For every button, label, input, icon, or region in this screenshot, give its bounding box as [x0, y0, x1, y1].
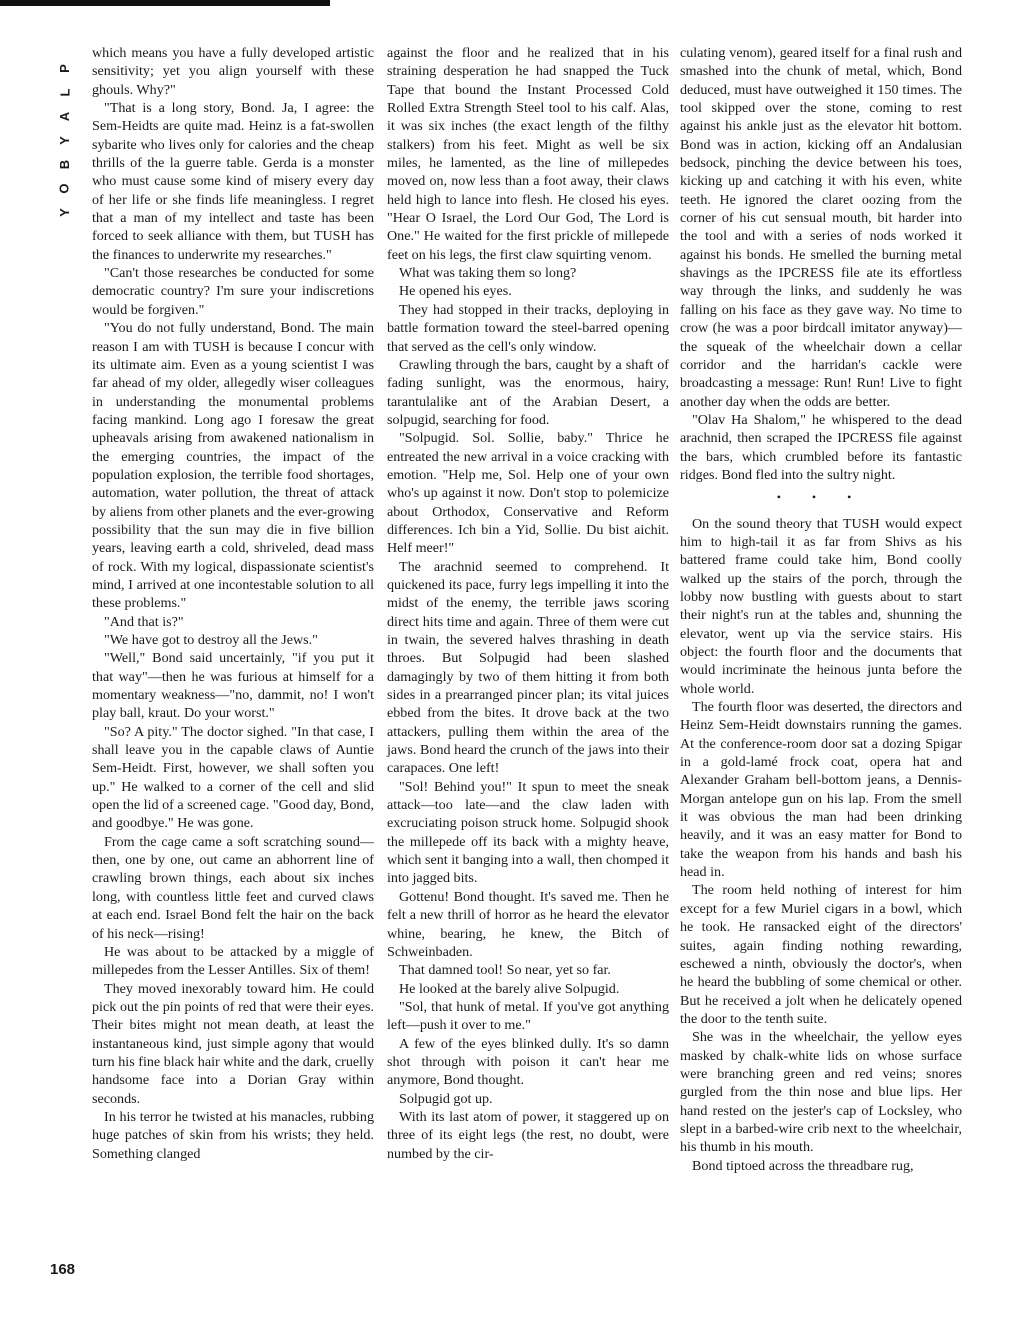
paragraph: Solpugid got up. [399, 1090, 493, 1107]
paragraph: He looked at the barely alive Solpugid. [399, 980, 620, 997]
section-separator: • • • [776, 490, 866, 505]
paragraph: They had stopped in their tracks, deploying in battle formation toward the steel-barred opening that served as the cell's only window. [387, 301, 669, 355]
paragraph: Crawling through the bars, caught by a shaft of fading sunlight, was the enormous, hairy, tarantulalike ant of the Arabian Desert, a solpugid, searching for food. [387, 356, 669, 428]
paragraph: which means you have a fully developed artistic sensitivity; yet you align yourself with these ghouls. Why?" [92, 45, 374, 98]
paragraph: "So? A pity." The doctor sighed. "In that case, I shall leave you in the capable claws of Auntie Sem-Heidt. First, however, we shall soften you up." He walked to a corner of the cell and slid open the lid of a screened cage. "Good day, Bond, and goodbye." He was gone. [92, 723, 374, 832]
magazine-letter: B [56, 158, 72, 170]
paragraph: On the sound theory that TUSH would expect him to high-tail it as far from Shivs as his battered frame could take him, Bond coolly walked up the stairs of the porch, through the lobby now bustling with guests about to start their night's run at the tables and, shunning the elevator, went up via the service stairs. His object: the fourth floor and the documents that would incriminate the heinous junta before the whole world. [680, 515, 962, 697]
paragraph: He opened his eyes. [399, 283, 512, 300]
magazine-letter: P [56, 63, 72, 73]
paragraph: A few of the eyes blinked dully. It's so damn shot through with poison it can't hear me anymore, Bond thought. [387, 1035, 669, 1089]
paragraph: They moved inexorably toward him. He could pick out the pin points of red that were their eyes. Their bites might not mean death, at least the instantaneous kind, just simple agony that would turn his fine black hair white and the dark, cruelly handsome face into a Dorian Gray within seconds. [92, 980, 374, 1107]
paragraph: He was about to be attacked by a miggle of millepedes from the Lesser Antilles. Six of them! [92, 943, 374, 979]
top-rule [0, 0, 330, 6]
paragraph: What was taking them so long? [399, 265, 577, 282]
paragraph: The arachnid seemed to comprehend. It quickened its pace, furry legs impelling it into the midst of the enemy, the terrible jaws scoring direct hits time and again. Three of them were cut in twain, the severed halves thrashing in death throes. But Solpugid had been slashed damagingly by two of them hitting it from both sides in a prearranged pincer plan; its vital juices ebbed from the bites. It drove back at the two attackers, pulling them within the area of the jaws. Bond heard the crunch of the jaws into their carapaces. One left! [387, 558, 669, 777]
magazine-letter: O [57, 182, 72, 194]
magazine-letter: L [56, 87, 72, 97]
text-column-3 [680, 44, 962, 1175]
page-number: 168 [50, 1261, 76, 1278]
paragraph: "Solpugid. Sol. Sollie, baby." Thrice he entreated the new arrival in a voice cracking with emotion. "Help me, Sol. Help one of your own who's up against it now. Don't stop to polemicize about Orthodox, Conservative and Reform differences. Ich bin a Yid, Sollie. Du bist aichit. Helf meer!" [387, 430, 669, 557]
text-column-1 [92, 44, 374, 1163]
paragraph: "Olav Ha Shalom," he whispered to the dead arachnid, then scraped the IPCRESS file against the bars, which crumbled before its fantastic ridges. Bond fled into the sultry night. [680, 411, 962, 483]
paragraph: The room held nothing of interest for him except for a few Muriel cigars in a bowl, which he took. He ransacked eight of the directors' suites, again finding nothing rewarding, eschewed a ninth, obviously the doctor's, when he heard the bubbling of some chemical or other. But he received a jolt when he delicately opened the door to the tenth suite. [680, 882, 962, 1027]
paragraph: "And that is?" [104, 613, 184, 630]
magazine-letter: Y [56, 135, 72, 145]
paragraph: She was in the wheelchair, the yellow eyes masked by chalk-white lids on whose surface were branching green and red veins; snores gurgled from the thin nose and blue lips. Her hand rested on the jester's cap of Locksley, who slept in a barbed-wire crib next to the wheelchair, his thumb in his mouth. [680, 1029, 962, 1156]
paragraph: "That is a long story, Bond. Ja, I agree: the Sem-Heidts are quite mad. Heinz is a fat-swollen sybarite who lives only for calories and the cheap thrills of the la guerre table. Gerda is a monster who must cause some kind of misery every day of her life or she finds life meaningless. I regret that a man of my intellect and taste has been forced to seek alliance with them, but TUSH has the finances to underwrite my researches." [92, 100, 374, 263]
paragraph: "You do not fully understand, Bond. The main reason I am with TUSH is because I concur with its ultimate aim. Even as a young scientist I was far ahead of my older, allegedly wiser colleagues in understanding the monumental problems facing mankind. Long ago I foresaw the great upheavals arising from awakened nationalism in the emerging countries, the impact of the population explosion, the terrible food shortages, automation, water pollution, the threat of attack by aliens from other planets and the ever-growing possibility that the sun may die in five billion years, leaving earth a cold, shriveled, dead mass of rock. With my logical, dispassionate scientist's mind, I arrived at one incontestable solution to all these problems." [92, 320, 374, 612]
magazine-running-head [52, 56, 78, 224]
text-column-2 [387, 44, 669, 1163]
paragraph: In his terror he twisted at his manacles, rubbing huge patches of skin from his wrists; they held. Something clanged [92, 1108, 374, 1162]
paragraph: "We have got to destroy all the Jews." [104, 632, 318, 648]
paragraph: "Sol, that hunk of metal. If you've got anything left—push it over to me." [387, 998, 669, 1034]
paragraph: culating venom), geared itself for a final rush and smashed into the chunk of metal, which, Bond deduced, must have outweighed it 150 times. The tool skipped over the stone, coming to rest against his ankle just as the elevator hit bottom. Bond was in action, kicking off an Andalusian bedsock, pinching the device between his toes, kicking up and catching it with his even, white teeth. He ignored the claret oozing from the corner of his cut sensual mouth, bit harder into the tool and with a series of nods worked it against his bonds. He smelled the burning metal shavings as the IPCRESS file ate its effortless way through the links, and suddenly he was falling on his face as they gave way. No time to crow (he was a poor birdcall imitator anyway)—the squeak of the wheelchair down a cellar corridor and the harridan's cackle were broadcasting a message: Run! Run! Live to fight another day when the odds are better. [680, 45, 962, 410]
paragraph: "Well," Bond said uncertainly, "if you put it that way"—then he was furious at himself for a momentary weakness—"no, dammit, no! I won't play ball, kraut. Do your worst." [92, 650, 374, 722]
paragraph: "Sol! Behind you!" It spun to meet the sneak attack—too late—and the claw laden with excruciating poison struck home. Solpugid shook the millepede off its back with a mighty heave, which sent it banging into a wall, then chomped it into jagged bits. [387, 778, 669, 887]
paragraph: Gottenu! Bond thought. It's saved me. Then he felt a new thrill of horror as he heard the elevator whine, bearing, he knew, the Bitch of Schweinbaden. [387, 888, 669, 960]
paragraph: "Can't those researches be conducted for some democratic country? I'm sure your indiscretions would be forgiven." [92, 265, 374, 318]
paragraph: With its last atom of power, it staggered up on three of its eight legs (the rest, no doubt, were numbed by the cir- [387, 1108, 669, 1162]
magazine-letter: A [56, 110, 72, 122]
paragraph: Bond tiptoed across the threadbare rug, [692, 1157, 914, 1174]
paragraph: That damned tool! So near, yet so far. [399, 962, 611, 979]
paragraph: against the floor and he realized that in his straining desperation he had snapped the Tuck Tape that bound the Instant Processed Cold Rolled Extra Strength Steel tool to his calf. Alas, it was six inches (the exact length of the filthy stalkers) from his feet. Might as well be six miles, he lamented, as the line of millepedes moved on, now less than a foot away, their claws held high to lance into flesh. He closed his eyes. "Hear O Israel, the Lord Our God, The Lord is One." He waited for the first prickle of millepede feet on his legs, the first claw squirting venom. [387, 45, 669, 263]
paragraph: The fourth floor was deserted, the directors and Heinz Sem-Heidt downstairs running the games. At the conference-room door sat a dozing Spigar in a gold-lamé frock coat, opera hat and Alexander Graham bell-bottom jeans, a Dennis-Morgan antelope gun on his lap. From the smell it was obvious the man had been drinking heavily, and it was an easy matter for Bond to take the weapon from his hands and bash his head in. [680, 699, 962, 881]
magazine-letter: Y [56, 207, 72, 217]
paragraph: From the cage came a soft scratching sound—then, one by one, out came an abhorrent line of crawling brown things, each about six inches long, with countless little feet and curved claws at each end. Israel Bond felt the hair on the back of his neck—rising! [92, 833, 374, 942]
